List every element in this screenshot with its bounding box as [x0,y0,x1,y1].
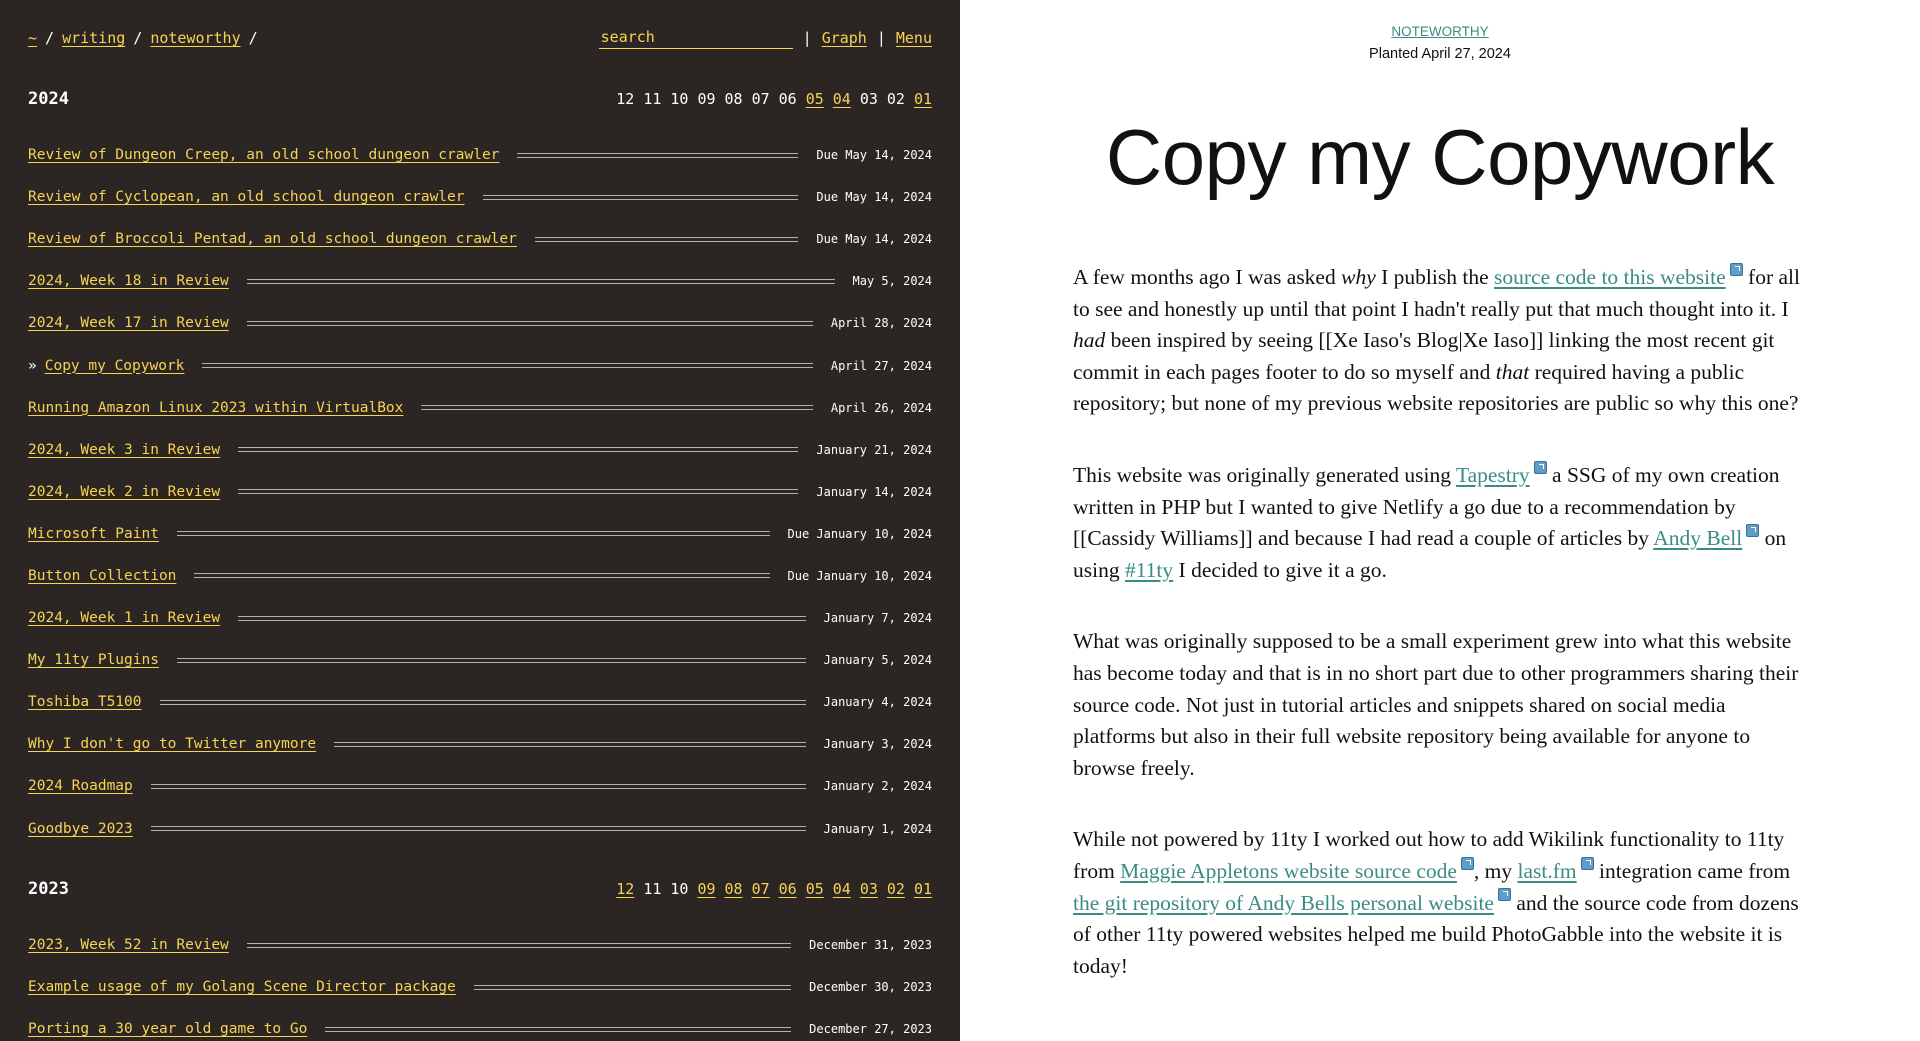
post-date: Due May 14, 2024 [816,190,932,205]
leader-rule [151,826,806,831]
page-title: Copy my Copywork [1105,113,1775,201]
andy-bell-link[interactable]: Andy Bell [1653,526,1743,551]
leader-rule [325,1027,791,1032]
post-date: January 4, 2024 [823,695,932,710]
top-nav [599,28,932,49]
post-link[interactable]: 2024, Week 1 in Review [28,610,221,627]
leader-rule [421,405,812,410]
leader-rule [474,985,791,990]
list-item [28,176,932,218]
list-item [28,681,932,723]
leader-rule [238,616,806,621]
paragraph-2 [1073,460,1813,586]
leader-rule [177,531,770,536]
external-link-icon [1498,888,1511,901]
list-item [28,966,932,1008]
year-title: 2023 [28,879,69,899]
post-date: January 3, 2024 [823,737,932,752]
emphasis: had [1073,328,1106,353]
list-item [28,387,932,429]
nav-divider: | [802,29,812,47]
month-index [616,880,932,898]
month-01-link[interactable]: 01 [913,90,932,108]
month-11-label: 11 [643,90,662,108]
post-link[interactable]: Copy my Copywork [44,357,185,374]
list-item [28,723,932,765]
tapestry-link[interactable]: Tapestry [1455,462,1530,487]
text: I publish the [1375,265,1494,289]
month-02-link[interactable]: 02 [886,880,905,898]
leader-rule [194,573,769,578]
collection-link[interactable]: NOTEWORTHY [1391,24,1489,39]
leader-rule [247,279,835,284]
leader-rule [247,943,791,948]
post-date: Due January 10, 2024 [787,568,932,583]
month-11-label: 11 [643,880,662,898]
text: integration came from [1593,858,1791,883]
post-link[interactable]: Why I don't go to Twitter anymore [28,736,317,753]
post-link[interactable]: 2023, Week 52 in Review [28,937,229,954]
article-body [1073,262,1813,1022]
post-list [28,134,932,850]
breadcrumb-noteworthy-link[interactable]: noteworthy [150,29,241,47]
list-item [28,765,932,807]
month-04-link[interactable]: 04 [832,90,851,108]
post-date: December 30, 2023 [809,980,932,995]
post-date: January 7, 2024 [823,611,932,626]
post-link[interactable]: Toshiba T5100 [28,694,142,711]
breadcrumb-home-link[interactable]: ~ [28,29,38,47]
external-link-icon [1730,263,1743,276]
text: on using [1073,526,1787,582]
leader-rule [151,784,806,789]
post-date: December 31, 2023 [809,938,932,953]
top-bar [28,28,932,48]
year-section [28,88,932,850]
search-input[interactable] [599,28,793,49]
text: for all to see and honestly up until that point I hadn't really put that much thought into it. I [1073,265,1800,321]
text: I decided to give it a go. [1173,557,1387,582]
leader-rule [238,447,798,452]
post-date: January 1, 2024 [823,821,932,836]
month-04-link[interactable]: 04 [832,880,851,898]
breadcrumb-writing-link[interactable]: writing [62,29,126,47]
month-09-link[interactable]: 09 [697,880,716,898]
list-item [28,218,932,260]
external-link-icon [1746,524,1759,537]
emphasis: why [1341,265,1376,289]
month-10-label: 10 [670,90,689,108]
nav-divider: | [876,29,886,47]
post-date: Due May 14, 2024 [816,232,932,247]
post-date: Due January 10, 2024 [787,526,932,541]
leader-rule [334,742,806,747]
month-07-label: 07 [751,90,770,108]
leader-rule [483,195,799,200]
leader-rule [247,321,813,326]
post-link[interactable]: 2024, Week 2 in Review [28,483,221,500]
breadcrumb-separator: / [45,29,55,47]
text: and the source code from dozens of other 11ty powered websites helped me build PhotoGabble into the website it is today! [1073,890,1799,978]
post-link[interactable]: Goodbye 2023 [28,820,133,837]
post-date: April 27, 2024 [830,358,932,373]
post-link[interactable]: Review of Broccoli Pentad, an old school dungeon crawler [28,231,517,248]
list-item [28,344,932,386]
menu-link[interactable]: Menu [895,29,932,47]
post-date: April 26, 2024 [830,400,932,415]
leader-rule [238,489,798,494]
article-pane [960,0,1920,1041]
post-date: May 5, 2024 [852,274,932,289]
list-item [28,639,932,681]
source-code-link[interactable]: source code to this website [1494,265,1726,289]
andy-bell-repo-link[interactable]: the git repository of Andy Bells personal website [1073,890,1494,915]
text: , my [1473,858,1518,883]
post-link[interactable]: 2024 Roadmap [28,778,133,795]
list-item [28,597,932,639]
post-date: January 5, 2024 [823,653,932,668]
month-03-label: 03 [859,90,878,108]
list-item [28,302,932,344]
post-date: January 14, 2024 [816,484,932,499]
year-section [28,878,932,1041]
month-12-link[interactable]: 12 [616,880,635,898]
month-09-label: 09 [697,90,716,108]
external-link-icon [1534,461,1547,474]
leader-rule [517,153,798,158]
current-post-marker: » [28,357,37,374]
lastfm-link[interactable]: last.fm [1517,858,1577,883]
post-link[interactable]: Running Amazon Linux 2023 within VirtualBox [28,399,404,416]
month-10-label: 10 [670,880,689,898]
month-03-link[interactable]: 03 [859,880,878,898]
text: a SSG of my own creation written in PHP but I wanted to give Netlify a go due to a recommendation by [[Cassidy Williams]] and because I had read a couple of articles by [1073,462,1780,551]
year-title: 2024 [28,89,69,109]
post-date: Due May 14, 2024 [816,148,932,163]
paragraph-3: What was originally supposed to be a small experiment grew into what this website has become today and that is in no short part due to other programmers sharing their source code. Not just in tutorial articles and snippets shared on social media platforms but also in their full website repository being available for anyone to browse freely. [1073,629,1799,780]
month-08-label: 08 [724,90,743,108]
month-01-link[interactable]: 01 [913,880,932,898]
breadcrumb-separator: / [133,29,143,47]
list-item [28,924,932,966]
graph-link[interactable]: Graph [821,29,867,47]
post-date: January 21, 2024 [816,442,932,457]
list-item [28,134,932,176]
text: While not powered by 11ty I worked out how to add Wikilink functionality to 11ty from [1073,827,1785,883]
list-item [28,513,932,555]
month-05-link[interactable]: 05 [805,90,824,108]
leader-rule [177,658,806,663]
post-link[interactable]: 2024, Week 17 in Review [28,315,229,332]
breadcrumb [28,29,258,47]
post-date: April 28, 2024 [830,316,932,331]
month-07-link[interactable]: 07 [751,880,770,898]
post-link[interactable]: 2024, Week 3 in Review [28,441,221,458]
breadcrumb-trailing-separator: / [248,29,258,47]
maggie-appleton-link[interactable]: Maggie Appletons website source code [1120,858,1457,883]
year-header [28,88,932,110]
post-date: December 27, 2023 [809,1022,932,1037]
emphasis: that [1495,359,1530,384]
external-link-icon [1581,857,1594,870]
post-link[interactable]: Review of Dungeon Creep, an old school dungeon crawler [28,147,500,164]
post-link[interactable]: Review of Cyclopean, an old school dungeon crawler [28,189,465,206]
month-02-label: 02 [886,90,905,108]
month-05-link[interactable]: 05 [805,880,824,898]
11ty-tag-link[interactable]: #11ty [1124,557,1174,582]
list-item [28,1008,932,1041]
post-date: January 2, 2024 [823,779,932,794]
text: been inspired by seeing [[Xe Iaso's Blog|Xe Iaso]] linking the most recent git commit in each pages footer to do so myself and [1073,328,1775,384]
post-link[interactable]: My 11ty Plugins [28,652,159,669]
leader-rule [202,363,812,368]
leader-rule [160,700,806,705]
text: A few months ago I was asked [1073,265,1342,289]
list-item [28,429,932,471]
text: This website was originally generated using [1073,462,1456,487]
leader-rule [535,237,799,242]
post-link[interactable]: Example usage of my Golang Scene Director package [28,979,456,996]
month-06-link[interactable]: 06 [778,880,797,898]
month-06-label: 06 [778,90,797,108]
post-list [28,924,932,1041]
month-08-link[interactable]: 08 [724,880,743,898]
paragraph-1 [1073,262,1813,420]
list-item [28,471,932,513]
paragraph-4 [1073,824,1813,982]
month-12-label: 12 [616,90,635,108]
list-item [28,555,932,597]
list-item [28,260,932,302]
text: required having a public repository; but none of my previous website repositories are public so why this one? [1073,359,1799,416]
month-index [616,90,932,108]
external-link-icon [1461,857,1474,870]
post-link[interactable]: Porting a 30 year old game to Go [28,1021,308,1038]
list-item [28,808,932,850]
post-link[interactable]: Button Collection [28,567,177,584]
year-header [28,878,932,900]
planted-date: Planted April 27, 2024 [1369,46,1511,62]
post-link[interactable]: Microsoft Paint [28,525,159,542]
post-link[interactable]: 2024, Week 18 in Review [28,273,229,290]
